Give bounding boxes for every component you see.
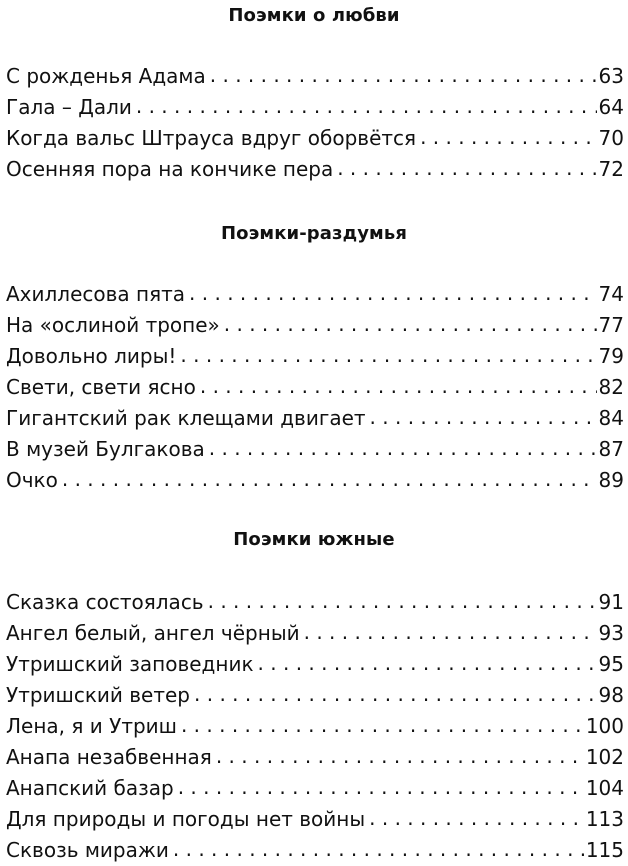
dot-leader [189, 279, 597, 307]
dot-leader [337, 154, 596, 182]
entry-page-number: 63 [598, 64, 624, 88]
toc-entry[interactable] [6, 93, 624, 121]
entry-page-number: 102 [585, 745, 624, 769]
dot-leader [304, 618, 597, 646]
entry-title: Довольно лиры! [6, 344, 177, 368]
toc-entry[interactable] [6, 62, 624, 90]
entry-title: Гигантский рак клещами двигает [6, 406, 366, 430]
entry-title: Свети, свети ясно [6, 375, 196, 399]
toc-entry[interactable] [6, 650, 624, 678]
toc-entry[interactable] [6, 836, 624, 864]
toc-entry[interactable] [6, 774, 624, 802]
dot-leader [420, 123, 596, 151]
section-title: Поэмки южные [233, 529, 395, 550]
entry-title: С рожденья Адама [6, 64, 206, 88]
entry-page-number: 100 [585, 714, 624, 738]
dot-leader [258, 649, 597, 677]
dot-leader [370, 403, 597, 431]
entry-title: Когда вальс Штрауса вдруг оборвётся [6, 126, 417, 150]
toc-entry[interactable] [6, 435, 624, 463]
dot-leader [173, 835, 584, 863]
entry-page-number: 72 [598, 157, 624, 181]
toc-entry[interactable] [6, 373, 624, 401]
entry-title: Для природы и погоды нет войны [6, 807, 366, 831]
dot-leader [181, 711, 584, 739]
entry-title: Сквозь миражи [6, 838, 169, 862]
entry-page-number: 64 [598, 95, 624, 119]
entry-page-number: 84 [598, 406, 624, 430]
entry-page-number: 89 [598, 468, 624, 492]
toc-entry[interactable] [6, 712, 624, 740]
toc-entry[interactable] [6, 311, 624, 339]
toc-entry[interactable] [6, 588, 624, 616]
dot-leader [200, 372, 597, 400]
dot-leader [62, 465, 597, 493]
entry-title: Очко [6, 468, 58, 492]
entry-title: Утришский заповедник [6, 652, 254, 676]
section-title: Поэмки-раздумья [220, 223, 408, 244]
dot-leader [180, 341, 596, 369]
toc-entry[interactable] [6, 342, 624, 370]
entry-title: Лена, я и Утриш [6, 714, 177, 738]
entry-title: Ахиллесова пята [6, 282, 186, 306]
entry-page-number: 82 [598, 375, 624, 399]
dot-leader [210, 61, 597, 89]
dot-leader [208, 587, 597, 615]
dot-leader [209, 434, 597, 462]
section-title: Поэмки о любви [228, 5, 400, 26]
toc-entry[interactable] [6, 280, 624, 308]
toc-entry[interactable] [6, 743, 624, 771]
dot-leader [224, 310, 597, 338]
entry-page-number: 70 [598, 126, 624, 150]
toc-entry[interactable] [6, 805, 624, 833]
dot-leader [136, 92, 597, 120]
dot-leader [369, 804, 584, 832]
entry-page-number: 98 [598, 683, 624, 707]
entry-page-number: 104 [585, 776, 624, 800]
entry-page-number: 93 [598, 621, 624, 645]
dot-leader [194, 680, 597, 708]
entry-title: Осенняя пора на кончике пера [6, 157, 334, 181]
entry-title: Анапа незабвенная [6, 745, 212, 769]
entry-page-number: 113 [585, 807, 624, 831]
toc-entry[interactable] [6, 466, 624, 494]
entry-page-number: 79 [598, 344, 624, 368]
toc-entry[interactable] [6, 404, 624, 432]
entry-page-number: 74 [598, 282, 624, 306]
entry-title: Утришский ветер [6, 683, 191, 707]
entry-title: Сказка состоялась [6, 590, 204, 614]
entry-title: В музей Булгакова [6, 437, 205, 461]
toc-entry[interactable] [6, 124, 624, 152]
dot-leader [216, 742, 584, 770]
entry-page-number: 91 [598, 590, 624, 614]
entry-page-number: 87 [598, 437, 624, 461]
entry-title: На «ослиной тропе» [6, 313, 220, 337]
entry-page-number: 95 [598, 652, 624, 676]
entry-title: Анапский базар [6, 776, 174, 800]
entry-page-number: 77 [598, 313, 624, 337]
toc-entry[interactable] [6, 619, 624, 647]
toc-entry[interactable] [6, 681, 624, 709]
entry-title: Ангел белый, ангел чёрный [6, 621, 300, 645]
toc-entry[interactable] [6, 155, 624, 183]
dot-leader [178, 773, 584, 801]
entry-page-number: 115 [585, 838, 624, 862]
entry-title: Гала – Дали [6, 95, 132, 119]
